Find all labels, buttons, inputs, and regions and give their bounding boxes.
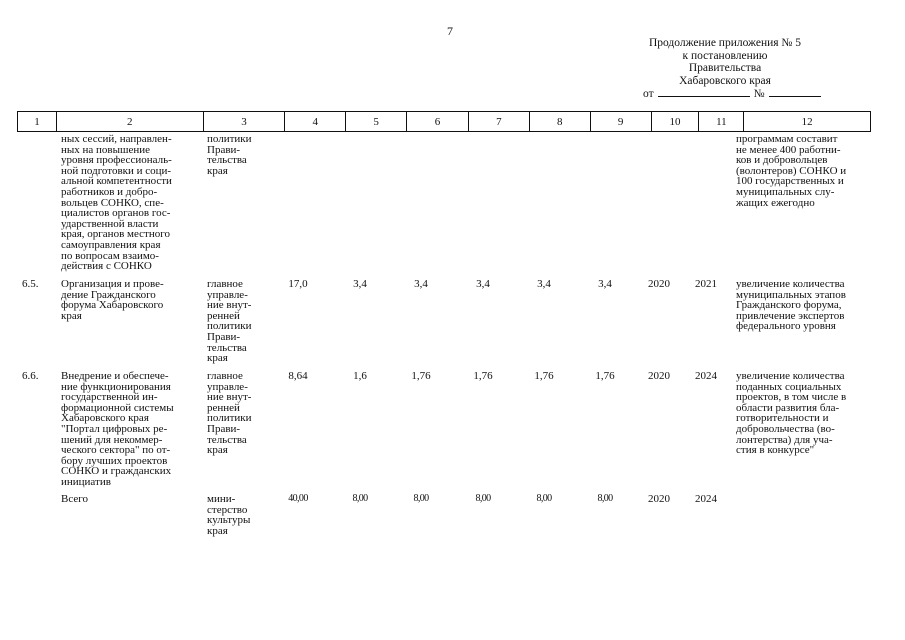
total-row-end-year: 2024 [695,493,717,505]
total-row-cost-2022: 8,00 [475,493,491,504]
annex-date-number-line [610,87,840,101]
column-header-2: 2 [57,112,204,131]
table-row-cost-2021: 1,76 [411,370,431,382]
table-row-end-year: 2024 [695,370,717,382]
column-header-6: 6 [407,112,469,131]
table-row-start-year: 2020 [648,370,670,382]
column-header-9: 9 [591,112,652,131]
column-header-5: 5 [346,112,407,131]
annex-line-region: Хабаровского края [679,74,771,87]
total-row-executor: мини- стерство культуры края [207,493,251,537]
table-row-executor: главное управле- ние внут- ренней политики Прави- тельства края [207,278,252,365]
date-label: от [643,88,654,100]
table-row-cost-2024: 3,4 [598,278,612,290]
table-row-cost-2020: 1,6 [353,370,367,382]
total-row-cost-2024: 8,00 [597,493,613,504]
column-header-7: 7 [469,112,530,131]
number-label: № [753,88,765,100]
table-column-header-row [17,111,871,132]
table-row-number: 6.5. [22,278,39,290]
table-row-cost-2024: 1,76 [595,370,615,382]
page-number: 7 [447,24,453,38]
annex-heading [610,37,840,101]
table-row-executor: главное управле- ние внут- ренней политики Прави- тельства края [207,370,252,457]
total-row-total-cost: 40,00 [288,493,308,504]
annex-line-government: Правительства [688,62,762,74]
date-blank [658,87,750,97]
total-row-cost-2023: 8,00 [536,493,552,504]
continued-row-result: программам составит не менее 400 работни- ков и добровольцев (волонтеров) СОНКО и 100 государственных и муниципальных слу- жащих ежегодно [736,133,847,209]
table-row-result: увеличение количества поданных социальных проектов, в том числе в области развития бла- готворительности и добровольчества (во- лонтерства) для уча- стия в конкурсе" [736,370,847,457]
column-header-10: 10 [652,112,700,131]
annex-line-decree: к постановлению [682,49,768,62]
table-row-end-year: 2021 [695,278,717,290]
table-row-number: 6.6. [22,370,39,382]
column-header-12: 12 [801,115,813,128]
total-row-cost-2021: 8,00 [413,493,429,504]
table-row-cost-2023: 1,76 [534,370,554,382]
annex-title: Продолжение приложения № 5 [648,37,802,49]
table-row-cost-2020: 3,4 [353,278,367,290]
table-row-name: Внедрение и обеспече- ние функционирования государственной ин- формационной системы Хабаровского края "Портал цифровых ре- шений для некоммер- ческого сектора" по от- бору лучших проектов СОНКО и гражданских инициатив [61,370,174,488]
table-row-cost-2022: 1,76 [473,370,493,382]
table-row-cost-2023: 3,4 [537,278,551,290]
column-header-3: 3 [204,112,286,131]
column-header-1: 1 [18,112,57,131]
table-row-cost-2021: 3,4 [414,278,428,290]
continued-row-executor: политики Прави- тельства края [207,133,252,177]
continued-row-name: ных сессий, направлен- ных на повышение уровня профессиональ- ной подготовки и соци- альной компетентности работников и добро- вольцев СОНКО, спе- циалистов органов гос- ударственной власти края, органов местного самоуправления края по вопросам взаимо- действия с СОНКО [61,133,172,273]
column-header-11: 11 [699,112,744,131]
table-row-start-year: 2020 [648,278,670,290]
table-row-total-cost: 17,0 [288,278,308,290]
column-header-4: 4 [285,112,346,131]
total-row-label: Всего [61,493,88,505]
table-row-name: Организация и прове- дение Гражданского форума Хабаровского края [61,278,164,322]
total-row-cost-2020: 8,00 [352,493,368,504]
table-row-cost-2022: 3,4 [476,278,490,290]
column-header-8: 8 [530,112,591,131]
table-row-result: увеличение количества муниципальных этапов Гражданского форума, привлечение экспертов федерального уровня [736,278,846,333]
total-row-start-year: 2020 [648,493,670,505]
table-row-total-cost: 8,64 [288,370,308,382]
number-blank [769,87,821,97]
